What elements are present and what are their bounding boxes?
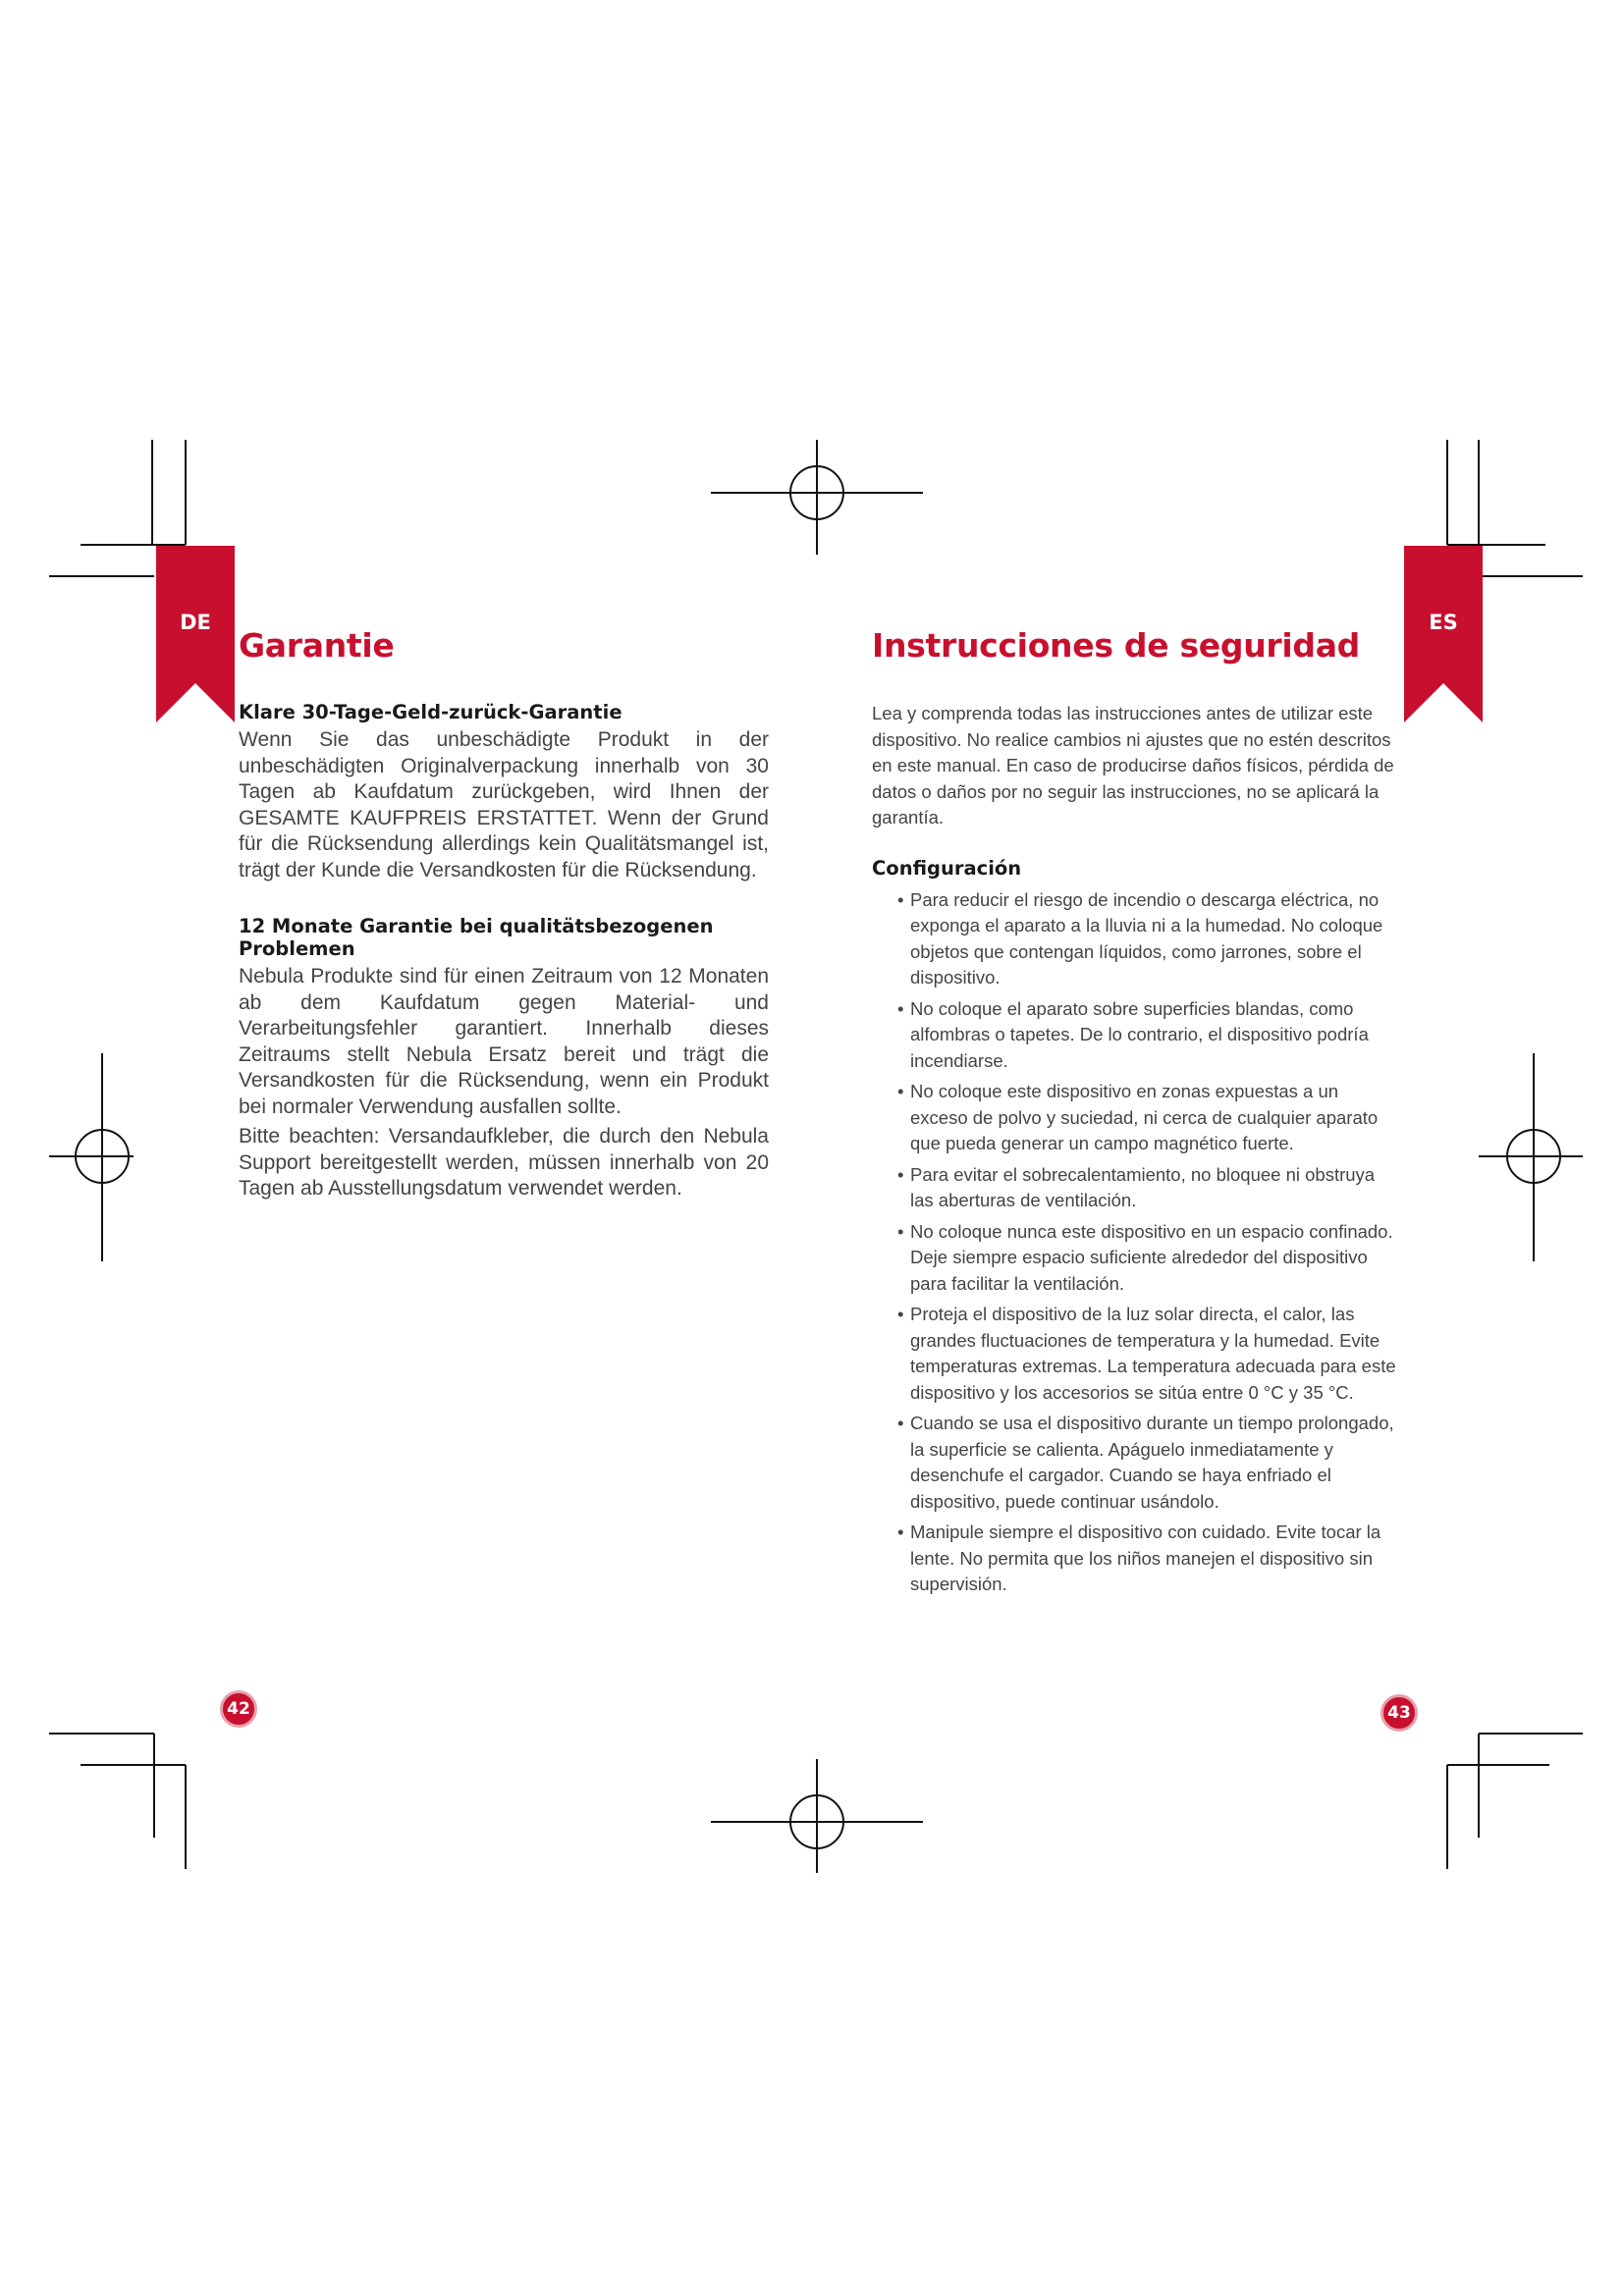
section-title: 12 Monate Garantie bei qualitätsbezogenen Problemen bbox=[239, 915, 714, 960]
list-item: • Para reducir el riesgo de incendio o descarga eléctrica, no exponga el aparato a la lluvia ni a la humedad. No coloque objetos que contengan líquidos, como jarrones, sobre el dispositivo. bbox=[897, 888, 1383, 988]
section-title: Configuración bbox=[872, 856, 1022, 880]
list-item: • Proteja el dispositivo de la luz solar directa, el calor, las grandes fluctuaciones de temperatura y la humedad. Evite temperaturas extremas. La temperatura adecuada para este dispositivo y los accesorios se sitúa entre 0 °C y 35 °C. bbox=[897, 1304, 1396, 1403]
list-item: • Manipule siempre el dispositivo con cuidado. Evite tocar la lente. No permita que los niños manejen el dispositivo sin supervisión. bbox=[897, 1522, 1381, 1594]
safety-list bbox=[872, 887, 1397, 1598]
page-title: Garantie bbox=[239, 626, 395, 665]
page-number: 43 bbox=[1380, 1694, 1418, 1732]
section-title: Klare 30-Tage-Geld-zurück-Garantie bbox=[239, 701, 623, 723]
list-item: • No coloque este dispositivo en zonas expuestas a un exceso de polvo y suciedad, ni cerca de cualquier aparato que pueda generar un campo magnético fuerte. bbox=[897, 1081, 1379, 1153]
bullet-icon: • bbox=[897, 1163, 904, 1185]
intro-paragraph: Lea y comprenda todas las instrucciones antes de utilizar este dispositivo. No realice cambios ni ajustes que no estén descritos en este manual. En caso de producirse daños físicos, pérdida de datos o daños por no seguir las instrucciones, no se aplicará la garantía. bbox=[872, 703, 1394, 828]
section-body: Wenn Sie das unbeschädigte Produkt in der unbeschädigten Originalverpackung innerhalb von 30 Tagen ab Kaufdatum zurückgeben, wird Ihnen der GESAMTE KAUFPREIS ERSTATTET. Wenn der Grund für die Rücksendung allerdings kein Qualitätsmangel ist, trägt der Kunde die Versandkosten für die Rücksendung. bbox=[239, 728, 769, 881]
section-body: Nebula Produkte sind für einen Zeitraum von 12 Monaten ab dem Kaufdatum gegen Material- und Verarbeitungsfehler garantiert. Innerhalb dieses Zeitraums stellt Nebula Ersatz bereit und trägt die Versandkosten für die Rücksendung, wenn ein Produkt bei normaler Verwendung ausfallen sollte. bbox=[239, 965, 769, 1118]
bullet-icon: • bbox=[897, 1220, 904, 1242]
page-number: 42 bbox=[220, 1690, 257, 1728]
list-item: • Cuando se usa el dispositivo durante un tiempo prolongado, la superficie se calienta. Apáguelo inmediatamente y desenchufe el cargador. Cuando se haya enfriado el dispositivo, puede continuar usándolo. bbox=[897, 1413, 1394, 1512]
list-item: • No coloque nunca este dispositivo en un espacio confinado. Deje siempre espacio suficiente alrededor del dispositivo para facilitar la ventilación. bbox=[897, 1220, 1393, 1294]
warranty-section bbox=[239, 701, 769, 1202]
bullet-icon: • bbox=[897, 997, 904, 1019]
bullet-icon: • bbox=[897, 1413, 904, 1433]
tab-label: ES bbox=[1429, 611, 1458, 634]
bullet-icon: • bbox=[897, 1304, 904, 1324]
list-item: • Para evitar el sobrecalentamiento, no bloquee ni obstruya las aberturas de ventilación. bbox=[897, 1163, 1376, 1210]
section-note: Bitte beachten: Versandaufkleber, die durch den Nebula Support bereitgestellt werden, müssen innerhalb von 20 Tagen ab Ausstellungsdatum verwendet werden. bbox=[239, 1125, 769, 1200]
language-tab-de bbox=[156, 546, 235, 722]
bullet-icon: • bbox=[897, 1522, 904, 1542]
page-title: Instrucciones de seguridad bbox=[872, 626, 1360, 665]
bullet-icon: • bbox=[897, 1081, 904, 1101]
ribbon-bookmark-icon bbox=[1404, 546, 1483, 722]
ribbon-bookmark-icon bbox=[156, 546, 235, 722]
language-tab-es bbox=[1404, 546, 1483, 722]
list-item: • No coloque el aparato sobre superficies blandas, como alfombras o tapetes. De lo contrario, el dispositivo podría incendiarse. bbox=[897, 997, 1369, 1071]
tab-label: DE bbox=[180, 611, 211, 634]
safety-section bbox=[872, 701, 1397, 1603]
bullet-icon: • bbox=[897, 888, 904, 910]
